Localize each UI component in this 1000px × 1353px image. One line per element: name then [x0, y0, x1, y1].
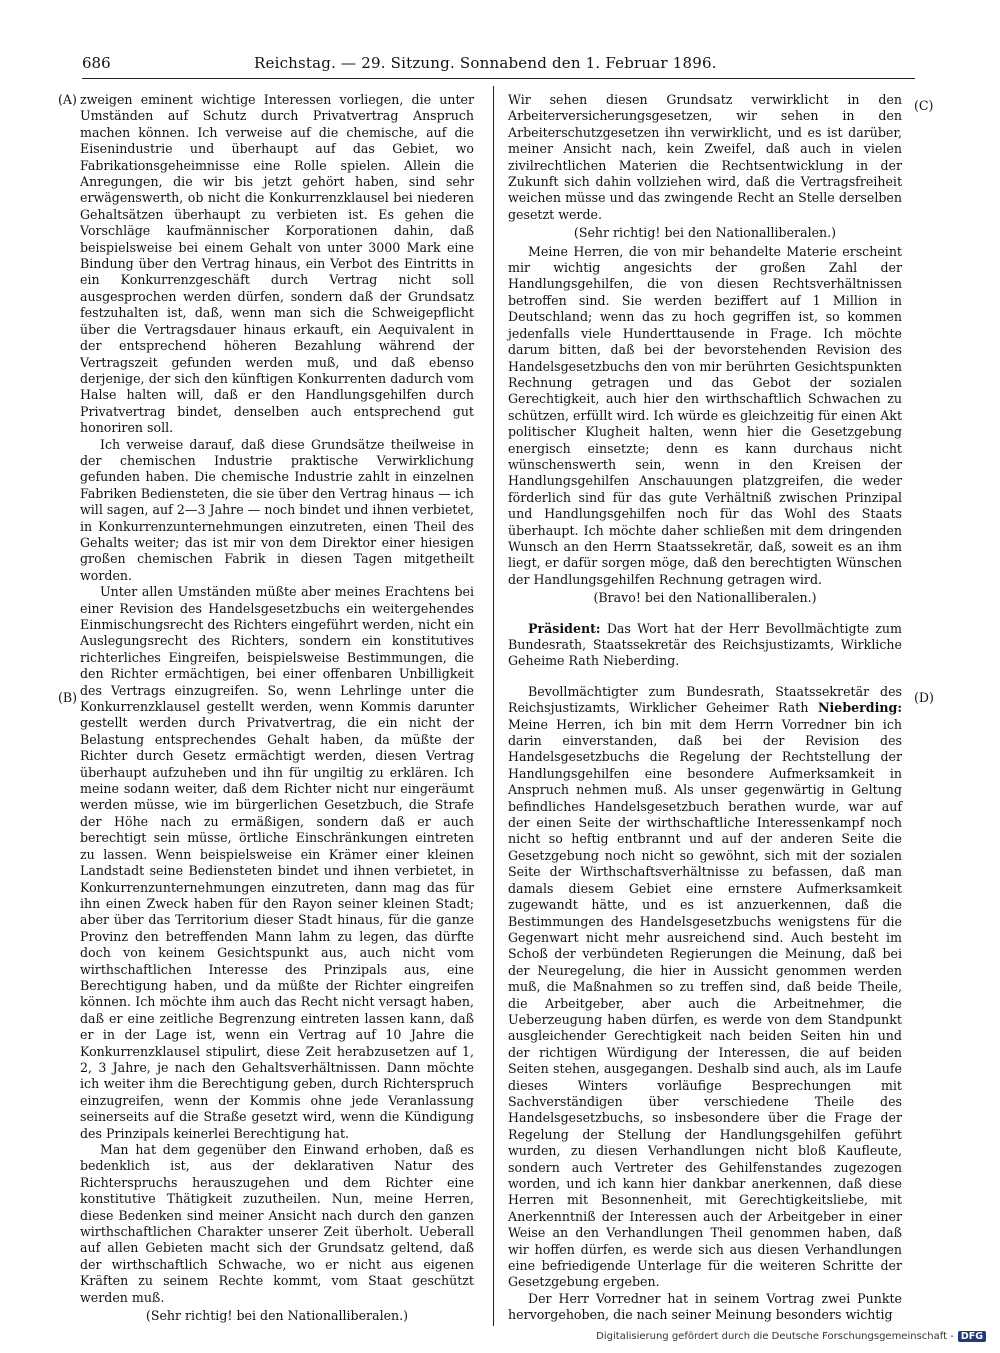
speaker-paragraph: [508, 684, 902, 1291]
speaker-text: Das Wort hat der Herr Bevollmächtigte zum Bundesrath, Staatssekretär des Reichsjustizamts, Wirkliche Geheime Rath Nieberding.: [508, 620, 902, 669]
running-header: Reichstag. — 29. Sitzung. Sonnabend den 1. Februar 1896.: [254, 54, 717, 72]
footer-credit: [596, 1331, 986, 1342]
speaker-name-praesident: Präsident:: [528, 620, 601, 636]
interjection: (Bravo! bei den Nationalliberalen.): [593, 590, 817, 606]
paragraph: zweigen eminent wichtige Interessen vorliegen, die unter Umständen auf Schutz durch Privatvertrag Anspruch machen können. Ich verweise auf die chemische, auf die Eisenindustrie und überhaupt auf das Gebiet, wo Fabrikationsgeheimnisse eine Rolle spielen. Allein die Anregungen, die wir bis jetzt gehört haben, sind sehr erwägenswerth, ob nicht die Konkurrenzklausel bei niederen Gehaltsätzen überhaupt zu verbieten ist. Es gehen die Vorschläge kaufmännischer Korporationen dahin, daß beispielsweise bei einem Gehalt von unter 3000 Mark eine Bindung über den Vertrag hinaus, ein Verbot des Eintritts in ein Konkurrenzgeschäft durch Vertrag nicht soll ausgesprochen werden dürfen, sondern daß der Grundsatz festzuhalten ist, daß, wenn man sich die Schweigepflicht über die Vertragsdauer hinaus erkauft, ein Aequivalent in der entsprechend höheren Bezahlung während der Vertragszeit gefunden werden muß, und daß ebenso derjenige, der sich den künftigen Konkurrenten dadurch vom Halse halten will, daß er den Handlungsgehilfen durch Privatvertrag bindet, denselben auch entsprechend gut honoriren soll.: [80, 92, 474, 436]
paragraph: Meine Herren, die von mir behandelte Materie erscheint mir wichtig angesichts der großen Zahl der Handlungsgehilfen, die von diesen Rechtsverhältnissen betroffen sind. Sie werden beziffert auf 1 Million in Deutschland; wenn das zu hoch gegriffen ist, so kommen jedenfalls viele Hunderttausende in Frage. Ich möchte darum bitten, daß bei der bevorstehenden Revision des Handelsgesetzbuchs den von mir berührten Gesichtspunkten Rechnung getragen und das Gebot der sozialen Gerechtigkeit, auch hier den wirthschaftlich Schwachen zu schützen, erfüllt wird. Ich würde es gleichzeitig für einen Akt politischer Klugheit halten, wenn hier die Gesetzgebung energisch einsetzte; denn es kann durchaus nicht wünschenswerth sein, wenn in den Kreisen der Handlungsgehilfen Anschauungen platzgreifen, die weder förderlich sind für das gute Verhältniß zwischen Prinzipal und Handlungsgehilfen noch für das Wohl des Staats überhaupt. Ich möchte daher schließen mit dem dringenden Wunsch an den Herrn Staatssekretär, daß, soweit es an ihm liegt, er dafür sorgen möge, daß den berechtigten Wünschen der Handlungsgehilfen Rechnung getragen wird.: [508, 243, 902, 587]
paragraph: Ich verweise darauf, daß diese Grundsätze theilweise in der chemischen Industrie praktische Verwirklichung gefunden haben. Die chemische Industrie zahlt in einzelnen Fabriken Bediensteten, die sie über den Vertrag hinaus — ich will sagen, auf 2—3 Jahre — noch bindet und ihnen verbietet, in Konkurrenzunternehmungen einzutreten, einen Theil des Gehalts weiter; das ist mir von dem Direktor einer hiesigen großen chemischen Fabrik in diesen Tagen mitgetheilt worden.: [80, 436, 474, 583]
header-rule: [82, 78, 915, 79]
speaker-name-nieberding: Nieberding:: [818, 700, 902, 716]
speaker-title: Bevollmächtigter zum Bundesrath, Staatssekretär des Reichsjustizamts, Wirklicher Geheimer Rath: [508, 683, 902, 716]
left-column: [80, 92, 474, 1326]
right-column: [508, 92, 902, 1324]
margin-mark-d: (D): [914, 690, 934, 705]
paragraph: Unter allen Umständen müßte aber meines Erachtens bei einer Revision des Handelsgesetzbuchs ein weitergehendes Einmischungsrecht des Richters eingeführt werden, nicht ein Auslegungsrecht des Richters, sondern ein konstitutives richterliches Eingreifen, beispielsweise Bestimmungen, die den Richter ermächtigen, bei einer offenbaren Unbilligkeit des Vertrags einzugreifen. So, wenn Lehrlinge unter die Konkurrenzklausel gestellt werden, wenn Kommis darunter gestellt werden durch Privatvertrag, die ein nicht der Belastung entsprechendes Gehalt haben, da müßte der Richter durch Gesetz ermächtigt werden, diesen Vertrag überhaupt aufzuheben und ihn für ungiltig zu erklären. Ich meine sodann weiter, daß dem Richter nicht nur eingeräumt werden müsse, wie im bürgerlichen Gesetzbuch, die Strafe der Höhe nach zu ermäßigen, sondern daß er auch berechtigt sein müsse, örtliche Einschränkungen eintreten zu lassen. Wenn beispielsweise ein Krämer einer kleinen Landstadt seine Bediensteten bindet und ihnen verbietet, in Konkurrenzunternehmungen einzutreten, dann mag das für ihn einen Zweck haben für den Rayon seiner kleinen Stadt; aber über das Territorium dieser Stadt hinaus, für die ganze Provinz den betreffenden Mann lahm zu legen, das dürfte doch von keinem Gesichtspunkt aus, auch nicht vom wirthschaftlichen Interesse des Prinzipals aus, eine Berechtigung haben, und da müßte der Richter eingreifen können. Ich möchte ihm auch das Recht nicht versagt haben, daß er eine zeitliche Begrenzung eintreten lassen kann, daß er in der Lage ist, wenn ein Vertrag auf 10 Jahre die Konkurrenzklausel stipulirt, diese Zeit herabzusetzen auf 1, 2, 3 Jahre, je nach den Gehaltsverhältnissen. Dann möchte ich weiter ihm die Berechtigung geben, durch Richterspruch einzugreifen, wenn der Kommis ohne jede Veranlassung seinerseits auf die Straße gesetzt wird, wenn die Kündigung des Prinzipals keinerlei Berechtigung hat.: [80, 584, 474, 1141]
margin-mark-c: (C): [914, 98, 934, 113]
interjection: (Sehr richtig! bei den Nationalliberalen.): [573, 225, 837, 241]
column-divider: [493, 86, 494, 1326]
margin-mark-b: (B): [58, 690, 78, 705]
dfg-logo: DFG: [958, 1331, 986, 1342]
interjection: (Sehr richtig! bei den Nationalliberalen.): [145, 1308, 409, 1324]
paragraph: Wir sehen diesen Grundsatz verwirklicht in den Arbeiterversicherungsgesetzen, wir sehen in den Arbeiterschutzgesetzen ihn verwirklicht, und es ist darüber, meiner Ansicht nach, kein Zweifel, daß auch in vielen zivilrechtlichen Materien die Rechtsentwicklung in der Zukunft sich dahin vollziehen wird, daß die Vertragsfreiheit weichen müsse und das zwingende Recht an Stelle derselben gesetzt werde.: [508, 92, 902, 222]
paragraph: Der Herr Vorredner hat in seinem Vortrag zwei Punkte hervorgehoben, die nach seiner Meinung besonders wichtig: [508, 1290, 902, 1323]
page-number: 686: [82, 54, 111, 72]
footer-text: Digitalisierung gefördert durch die Deutsche Forschungsgemeinschaft -: [596, 1331, 954, 1342]
speaker-paragraph: [508, 621, 902, 670]
margin-mark-a: (A): [58, 92, 77, 107]
paragraph: Man hat dem gegenüber den Einwand erhoben, daß es bedenklich ist, aus der deklarativen Natur des Richterspruchs herauszugehen und dem Richter eine konstitutive Thätigkeit zuzutheilen. Nun, meine Herren, diese Bedenken sind meiner Ansicht nach durch den ganzen wirthschaftlichen Charakter unserer Zeit überholt. Ueberall auf allen Gebieten macht sich der Grundsatz geltend, daß der wirthschaftlich Schwache, wo er nicht aus eigenen Kräften zu seinem Rechte kommt, vom Staat geschützt werden muß.: [80, 1142, 474, 1305]
speaker-text: Meine Herren, ich bin mit dem Herrn Vorredner bin ich darin einverstanden, daß bei der Revision des Handelsgesetzbuchs die Regelung der Rechtstellung der Handlungsgehilfen eine besondere Aufmerksamkeit in Anspruch nehmen muß. Als unser gegenwärtig in Geltung befindliches Handelsgesetzbuch berathen wurde, war auf der einen Seite der wirthschaftliche Interessenkampf noch nicht so heftig entbrannt und auf der anderen Seite die Gesetzgebung noch nicht so gewöhnt, sich mit der sozialen Seite der Wirthschaftsverhältnisse zu befassen, daß man damals diesem Gebiet eine ernstere Aufmerksamkeit zugewandt hätte, und es ist anzuerkennen, daß die Bestimmungen des Handelsgesetzbuchs wenigstens für die Gegenwart nicht mehr ausreichend sind. Auch besteht im Schoß der verbündeten Regierungen die Meinung, daß bei der Neuregelung, die hier in Aussicht genommen werden muß, die Maßnahmen so zu treffen sind, daß beide Theile, die Arbeitgeber, aber auch die Arbeitnehmer, die Ueberzeugung haben dürfen, es werde von dem Standpunkt ausgleichender Gerechtigkeit nach beiden Seiten hin und der richtigen Würdigung der Interessen, die auf beiden Seiten stehen, ausgegangen. Deshalb sind auch, als im Laufe dieses Winters vorläufige Besprechungen mit Sachverständigen über verschiedene Theile des Handelsgesetzbuchs, so insbesondere über die Frage der Regelung der Stellung der Handlungsgehilfen geführt wurden, zu diesen Verhandlungen nicht bloß Kaufleute, sondern auch Vertreter des Gehilfenstandes zugezogen worden, und ich kann hier dankbar anerkennen, daß diese Herren mit Besonnenheit, mit Gerechtigkeitsliebe, mit Anerkenntniß der Interessen auch der Arbeitgeber in einer Weise an den Verhandlungen Theil genommen haben, daß wir hoffen dürfen, es werde sich aus diesen Verhandlungen eine befriedigende Unterlage für die weiteren Schritte der Gesetzgebung ergeben.: [508, 716, 902, 1290]
